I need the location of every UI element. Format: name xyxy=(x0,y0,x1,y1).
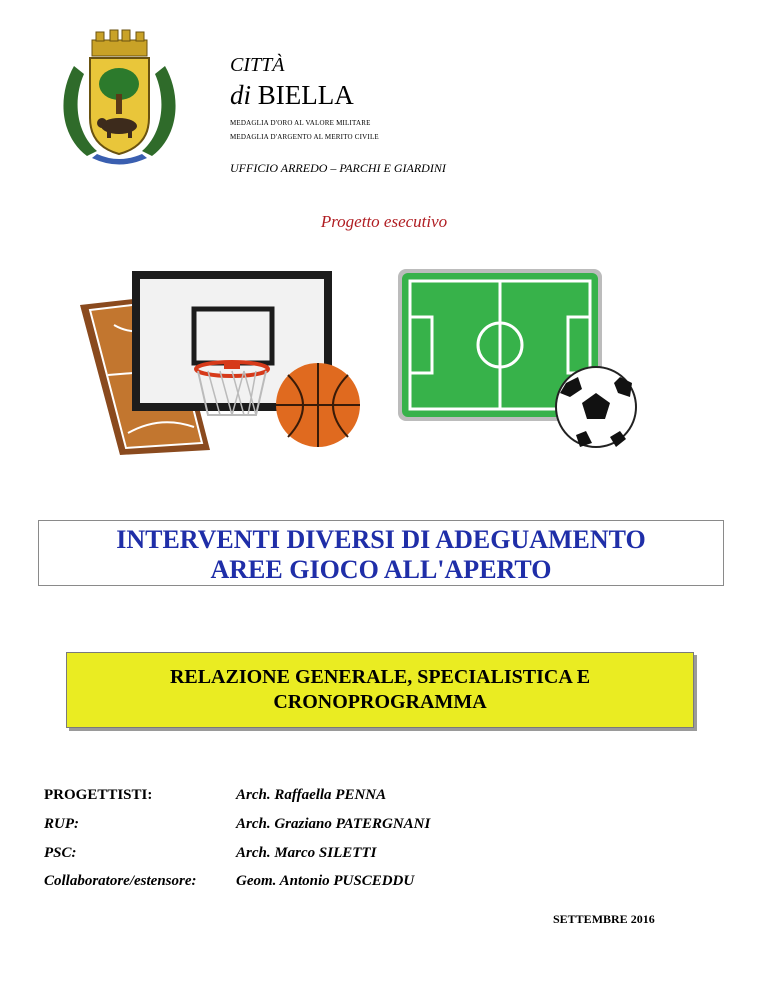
city-name xyxy=(230,80,354,111)
basketball-icon xyxy=(276,363,360,447)
person-collaboratore: Geom. Antonio PUSCEDDU xyxy=(236,873,415,889)
role-collaboratore: Collaboratore/estensore: xyxy=(44,873,197,889)
subtitle-line-1: RELAZIONE GENERALE, SPECIALISTICA E xyxy=(169,666,591,688)
person-rup: Arch. Graziano PATERGNANI xyxy=(236,816,431,832)
sports-illustration xyxy=(80,265,660,455)
project-type: Progetto esecutivo xyxy=(320,212,448,231)
city-prefix: CITTÀ xyxy=(230,54,285,76)
medal-gold: MEDAGLIA D'ORO AL VALORE MILITARE xyxy=(230,119,371,127)
person-progettisti: Arch. Raffaella PENNA xyxy=(236,787,387,803)
role-progettisti: PROGETTISTI: xyxy=(44,787,153,803)
city-name-text: BIELLA xyxy=(257,80,354,110)
subtitle-line-2: CRONOPROGRAMMA xyxy=(273,691,487,713)
city-di: di xyxy=(230,80,252,110)
office-name: UFFICIO ARREDO – PARCHI E GIARDINI xyxy=(230,161,446,175)
role-rup: RUP: xyxy=(44,816,79,832)
medal-silver: MEDAGLIA D'ARGENTO AL MERITO CIVILE xyxy=(230,133,379,141)
title-line-1: INTERVENTI DIVERSI DI ADEGUAMENTO xyxy=(116,525,646,554)
coat-of-arms-icon xyxy=(52,26,187,171)
person-psc: Arch. Marco SILETTI xyxy=(236,845,377,861)
document-date: SETTEMBRE 2016 xyxy=(553,912,655,926)
document-subtitle xyxy=(66,652,694,728)
title-line-2: AREE GIOCO ALL'APERTO xyxy=(210,555,552,584)
document-title xyxy=(38,520,724,586)
soccer-ball-icon xyxy=(556,367,636,447)
role-psc: PSC: xyxy=(44,845,77,861)
